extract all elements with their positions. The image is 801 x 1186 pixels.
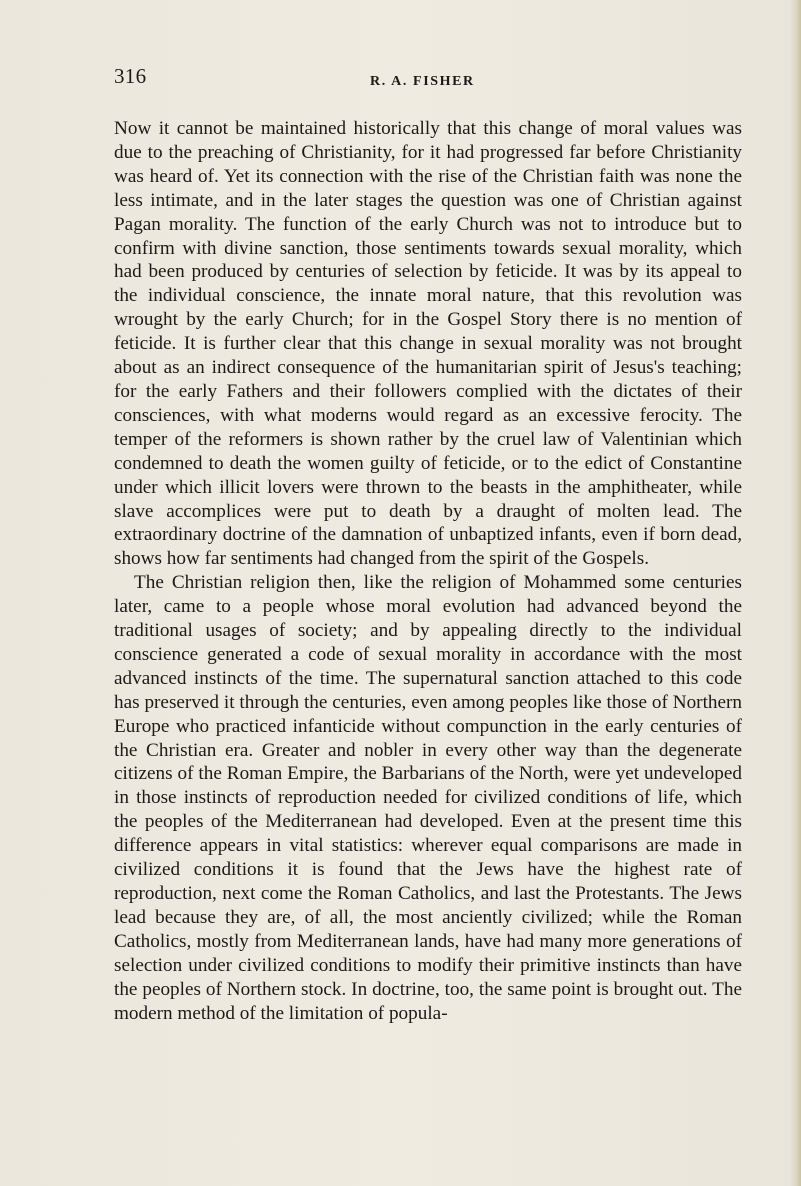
page-edge-shading: [789, 0, 801, 1186]
page-number: 316: [114, 64, 147, 88]
paragraph-1: Now it cannot be maintained historically that this change of moral values was due to the preaching of Christianity, for it had progressed far before Christianity was heard of. Yet its connection with the rise of the Christian faith was none the less intimate, and in the later stages the question was one of Christian against Pagan morality. The function of the early Church was not to introduce but to confirm with divine sanction, those sentiments towards sexual morality, which had been produced by centuries of selection by feticide. It was by its appeal to the individual conscience, the innate moral nature, that this revolution was wrought by the early Church; for in the Gospel Story there is no mention of feticide. It is further clear that this change in sexual morality was not brought about as an indirect consequence of the humanitarian spirit of Jesus's teaching; for the early Fathers and their followers complied with the dictates of their consciences, with what moderns would regard as an excessive ferocity. The temper of the reformers is shown rather by the cruel law of Valentinian which condemned to death the women guilty of feticide, or to the edict of Constantine under which illicit lovers were thrown to the beasts in the amphitheater, while slave accomplices were put to death by a draught of molten lead. The extraordinary doctrine of the damnation of unbaptized infants, even if born dead, shows how far sentiments had changed from the spirit of the Gospels.: [114, 118, 742, 570]
paragraph-2: The Christian religion then, like the religion of Mohammed some centuries later, came to a people whose moral evolution had advanced beyond the traditional usages of society; and by appealing directly to the individual conscience generated a code of sexual morality in accordance with the most advanced instincts of the time. The supernatural sanction attached to this code has preserved it through the centuries, even among peoples like those of Northern Europe who practiced infanticide without compunction in the early centuries of the Christian era. Greater and nobler in every other way than the degenerate citizens of the Roman Empire, the Barbarians of the North, were yet undeveloped in those instincts of reproduction needed for civilized conditions of life, which the peoples of the Mediterranean had developed. Even at the present time this difference appears in vital statistics: wherever equal comparisons are made in civilized conditions it is found that the Jews have the highest rate of reproduction, next come the Roman Catholics, and last the Protestants. The Jews lead because they are, of all, the most anciently civilized; while the Roman Catholics, mostly from Mediterranean lands, have had many more generations of selection under civilized conditions to modify their primitive instincts than have the peoples of Northern stock. In doctrine, too, the same point is brought out. The modern method of the limitation of popula-: [114, 572, 742, 1024]
running-head-author: R. A. FISHER: [370, 74, 475, 89]
body-text: [114, 117, 742, 1025]
